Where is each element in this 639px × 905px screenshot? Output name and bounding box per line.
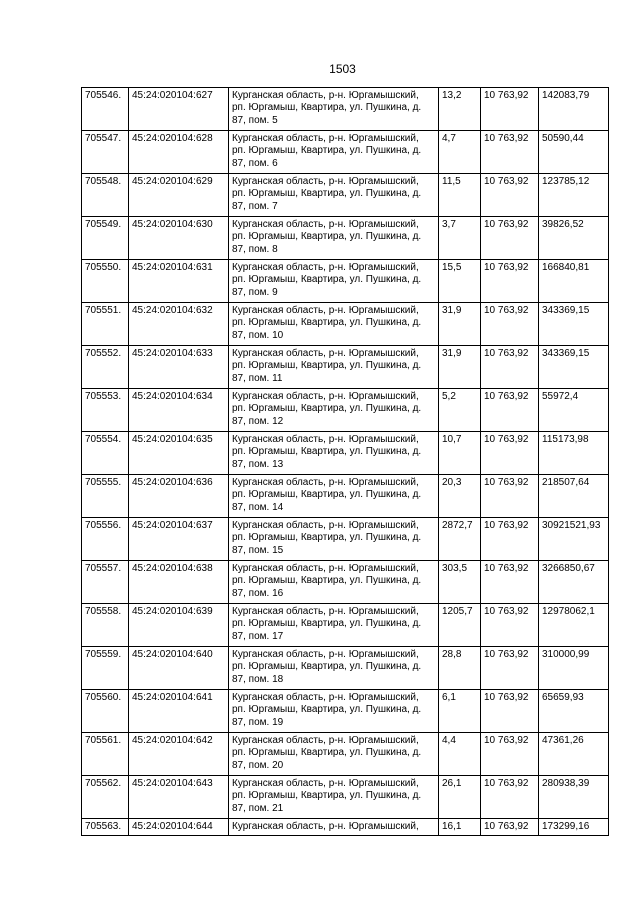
table-row <box>82 303 609 346</box>
row-number-cell: 705551. <box>82 303 129 346</box>
address-cell: Курганская область, р-н. Юргамышский, рп. Юргамыш, Квартира, ул. Пушкина, д. 87, пом. 6 <box>229 131 439 174</box>
table-row <box>82 346 609 389</box>
address-cell: Курганская область, р-н. Юргамышский, рп. Юргамыш, Квартира, ул. Пушкина, д. 87, пом. 14 <box>229 475 439 518</box>
cadastral-number-cell: 45:24:020104:629 <box>129 174 229 217</box>
price-per-unit-cell: 10 763,92 <box>481 346 539 389</box>
price-per-unit-cell: 10 763,92 <box>481 217 539 260</box>
price-per-unit-cell: 10 763,92 <box>481 647 539 690</box>
address-cell: Курганская область, р-н. Юргамышский, <box>229 819 439 836</box>
price-per-unit-cell: 10 763,92 <box>481 776 539 819</box>
price-per-unit-cell: 10 763,92 <box>481 690 539 733</box>
row-number-cell: 705553. <box>82 389 129 432</box>
total-value-cell: 173299,16 <box>539 819 609 836</box>
price-per-unit-cell: 10 763,92 <box>481 733 539 776</box>
total-value-cell: 65659,93 <box>539 690 609 733</box>
address-cell: Курганская область, р-н. Юргамышский, рп. Юргамыш, Квартира, ул. Пушкина, д. 87, пом. 13 <box>229 432 439 475</box>
total-value-cell: 310000,99 <box>539 647 609 690</box>
table-row <box>82 88 609 131</box>
area-cell: 5,2 <box>439 389 481 432</box>
row-number-cell: 705554. <box>82 432 129 475</box>
area-cell: 4,7 <box>439 131 481 174</box>
area-cell: 11,5 <box>439 174 481 217</box>
cadastral-number-cell: 45:24:020104:627 <box>129 88 229 131</box>
cadastral-number-cell: 45:24:020104:639 <box>129 604 229 647</box>
table-row <box>82 131 609 174</box>
table-row <box>82 733 609 776</box>
price-per-unit-cell: 10 763,92 <box>481 260 539 303</box>
table-row <box>82 647 609 690</box>
area-cell: 4,4 <box>439 733 481 776</box>
row-number-cell: 705548. <box>82 174 129 217</box>
row-number-cell: 705563. <box>82 819 129 836</box>
cadastral-number-cell: 45:24:020104:637 <box>129 518 229 561</box>
area-cell: 6,1 <box>439 690 481 733</box>
price-per-unit-cell: 10 763,92 <box>481 174 539 217</box>
price-per-unit-cell: 10 763,92 <box>481 604 539 647</box>
cadastral-number-cell: 45:24:020104:638 <box>129 561 229 604</box>
table-row <box>82 432 609 475</box>
property-register-table <box>81 87 609 836</box>
row-number-cell: 705561. <box>82 733 129 776</box>
row-number-cell: 705562. <box>82 776 129 819</box>
register-body <box>82 88 609 836</box>
price-per-unit-cell: 10 763,92 <box>481 432 539 475</box>
cadastral-number-cell: 45:24:020104:641 <box>129 690 229 733</box>
area-cell: 20,3 <box>439 475 481 518</box>
area-cell: 303,5 <box>439 561 481 604</box>
table-row <box>82 389 609 432</box>
table-row <box>82 819 609 836</box>
table-row <box>82 217 609 260</box>
table-row <box>82 174 609 217</box>
cadastral-number-cell: 45:24:020104:628 <box>129 131 229 174</box>
row-number-cell: 705559. <box>82 647 129 690</box>
area-cell: 31,9 <box>439 303 481 346</box>
table-row <box>82 561 609 604</box>
cadastral-number-cell: 45:24:020104:644 <box>129 819 229 836</box>
address-cell: Курганская область, р-н. Юргамышский, рп. Юргамыш, Квартира, ул. Пушкина, д. 87, пом. 7 <box>229 174 439 217</box>
table-row <box>82 260 609 303</box>
row-number-cell: 705558. <box>82 604 129 647</box>
total-value-cell: 343369,15 <box>539 303 609 346</box>
total-value-cell: 115173,98 <box>539 432 609 475</box>
row-number-cell: 705556. <box>82 518 129 561</box>
row-number-cell: 705547. <box>82 131 129 174</box>
total-value-cell: 343369,15 <box>539 346 609 389</box>
area-cell: 10,7 <box>439 432 481 475</box>
address-cell: Курганская область, р-н. Юргамышский, рп. Юргамыш, Квартира, ул. Пушкина, д. 87, пом. 19 <box>229 690 439 733</box>
address-cell: Курганская область, р-н. Юргамышский, рп. Юргамыш, Квартира, ул. Пушкина, д. 87, пом. 11 <box>229 346 439 389</box>
area-cell: 26,1 <box>439 776 481 819</box>
total-value-cell: 123785,12 <box>539 174 609 217</box>
area-cell: 28,8 <box>439 647 481 690</box>
table-row <box>82 475 609 518</box>
address-cell: Курганская область, р-н. Юргамышский, рп. Юргамыш, Квартира, ул. Пушкина, д. 87, пом. 8 <box>229 217 439 260</box>
row-number-cell: 705560. <box>82 690 129 733</box>
total-value-cell: 142083,79 <box>539 88 609 131</box>
cadastral-number-cell: 45:24:020104:636 <box>129 475 229 518</box>
area-cell: 16,1 <box>439 819 481 836</box>
address-cell: Курганская область, р-н. Юргамышский, рп. Юргамыш, Квартира, ул. Пушкина, д. 87, пом. 9 <box>229 260 439 303</box>
price-per-unit-cell: 10 763,92 <box>481 518 539 561</box>
price-per-unit-cell: 10 763,92 <box>481 475 539 518</box>
row-number-cell: 705549. <box>82 217 129 260</box>
cadastral-number-cell: 45:24:020104:633 <box>129 346 229 389</box>
price-per-unit-cell: 10 763,92 <box>481 303 539 346</box>
cadastral-number-cell: 45:24:020104:643 <box>129 776 229 819</box>
row-number-cell: 705552. <box>82 346 129 389</box>
total-value-cell: 3266850,67 <box>539 561 609 604</box>
price-per-unit-cell: 10 763,92 <box>481 561 539 604</box>
total-value-cell: 50590,44 <box>539 131 609 174</box>
cadastral-number-cell: 45:24:020104:635 <box>129 432 229 475</box>
table-row <box>82 776 609 819</box>
price-per-unit-cell: 10 763,92 <box>481 819 539 836</box>
address-cell: Курганская область, р-н. Юргамышский, рп. Юргамыш, Квартира, ул. Пушкина, д. 87, пом. 18 <box>229 647 439 690</box>
area-cell: 2872,7 <box>439 518 481 561</box>
total-value-cell: 39826,52 <box>539 217 609 260</box>
cadastral-number-cell: 45:24:020104:634 <box>129 389 229 432</box>
total-value-cell: 30921521,93 <box>539 518 609 561</box>
row-number-cell: 705557. <box>82 561 129 604</box>
table-row <box>82 604 609 647</box>
address-cell: Курганская область, р-н. Юргамышский, рп. Юргамыш, Квартира, ул. Пушкина, д. 87, пом. 12 <box>229 389 439 432</box>
address-cell: Курганская область, р-н. Юргамышский, рп. Юргамыш, Квартира, ул. Пушкина, д. 87, пом. 20 <box>229 733 439 776</box>
cadastral-number-cell: 45:24:020104:631 <box>129 260 229 303</box>
total-value-cell: 47361,26 <box>539 733 609 776</box>
area-cell: 15,5 <box>439 260 481 303</box>
address-cell: Курганская область, р-н. Юргамышский, рп. Юргамыш, Квартира, ул. Пушкина, д. 87, пом. 10 <box>229 303 439 346</box>
table-row <box>82 518 609 561</box>
area-cell: 13,2 <box>439 88 481 131</box>
total-value-cell: 166840,81 <box>539 260 609 303</box>
cadastral-number-cell: 45:24:020104:640 <box>129 647 229 690</box>
address-cell: Курганская область, р-н. Юргамышский, рп. Юргамыш, Квартира, ул. Пушкина, д. 87, пом. 21 <box>229 776 439 819</box>
row-number-cell: 705550. <box>82 260 129 303</box>
address-cell: Курганская область, р-н. Юргамышский, рп. Юргамыш, Квартира, ул. Пушкина, д. 87, пом. 15 <box>229 518 439 561</box>
row-number-cell: 705555. <box>82 475 129 518</box>
area-cell: 3,7 <box>439 217 481 260</box>
table-row <box>82 690 609 733</box>
area-cell: 1205,7 <box>439 604 481 647</box>
address-cell: Курганская область, р-н. Юргамышский, рп. Юргамыш, Квартира, ул. Пушкина, д. 87, пом. 5 <box>229 88 439 131</box>
price-per-unit-cell: 10 763,92 <box>481 389 539 432</box>
page-number: 1503 <box>329 62 356 76</box>
address-cell: Курганская область, р-н. Юргамышский, рп. Юргамыш, Квартира, ул. Пушкина, д. 87, пом. 17 <box>229 604 439 647</box>
price-per-unit-cell: 10 763,92 <box>481 88 539 131</box>
row-number-cell: 705546. <box>82 88 129 131</box>
address-cell: Курганская область, р-н. Юргамышский, рп. Юргамыш, Квартира, ул. Пушкина, д. 87, пом. 16 <box>229 561 439 604</box>
area-cell: 31,9 <box>439 346 481 389</box>
total-value-cell: 55972,4 <box>539 389 609 432</box>
price-per-unit-cell: 10 763,92 <box>481 131 539 174</box>
cadastral-number-cell: 45:24:020104:632 <box>129 303 229 346</box>
total-value-cell: 280938,39 <box>539 776 609 819</box>
total-value-cell: 12978062,1 <box>539 604 609 647</box>
total-value-cell: 218507,64 <box>539 475 609 518</box>
cadastral-number-cell: 45:24:020104:630 <box>129 217 229 260</box>
cadastral-number-cell: 45:24:020104:642 <box>129 733 229 776</box>
